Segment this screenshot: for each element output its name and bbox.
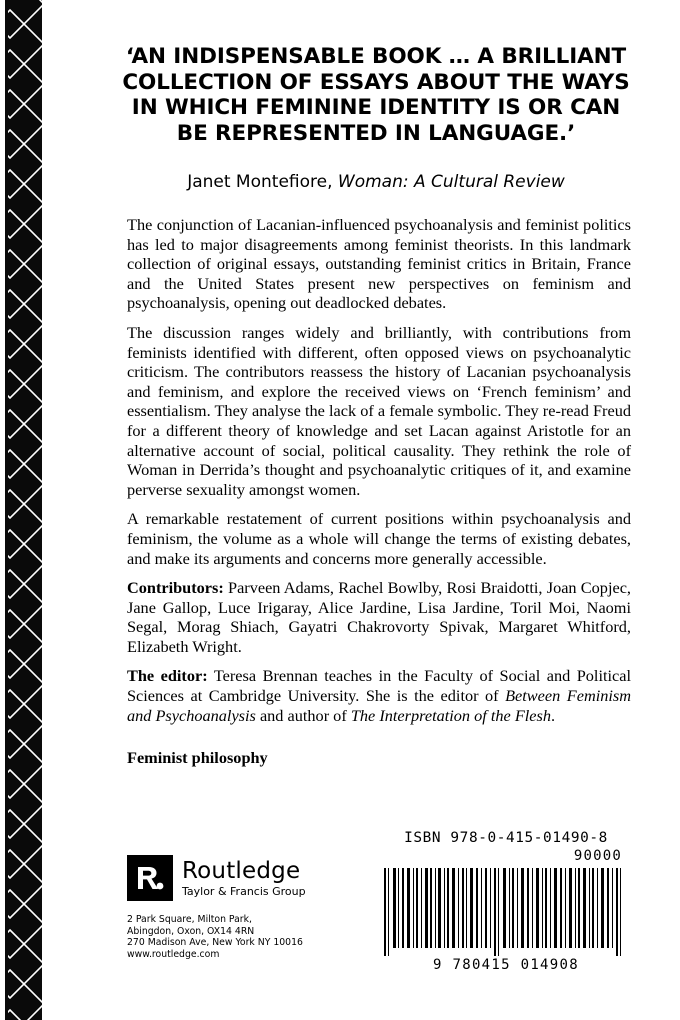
publisher-address	[127, 914, 377, 960]
publisher-tagline: Taylor & Francis Group	[182, 884, 306, 898]
contributors-label: Contributors:	[127, 578, 224, 598]
editor-text-1: Teresa Brennan teaches in the Faculty of Social and Political Sciences at Cambridge University. She is the editor of	[127, 666, 631, 706]
barcode-bars-icon	[380, 868, 632, 956]
review-publication: Woman: A Cultural Review	[337, 172, 565, 192]
editor-book-title-1: Between Feminism and Psychoanalysis	[127, 686, 631, 725]
ean-digits: 9 780415 014908	[433, 957, 579, 973]
isbn-label: ISBN 978-0-415-01490-8	[404, 830, 608, 846]
address-line: 270 Madison Ave, New York NY 10016	[127, 937, 303, 949]
publisher-website[interactable]: www.routledge.com	[127, 948, 220, 960]
publisher-logo-row	[127, 855, 377, 901]
publisher-name-block	[182, 859, 306, 898]
description-paragraph: The conjunction of Lacanian-influenced psychoanalysis and feminist politics has led to major disagreements among feminist theorists. In this landmark collection of original essays, outstanding feminist critics in Britain, France and the United States present new perspectives on feminism and psychoanalysis, opening out deadlocked debates.	[127, 215, 631, 313]
review-attribution	[122, 172, 630, 193]
publisher-name: Routledge	[182, 857, 301, 884]
contributors-list: Parveen Adams, Rachel Bowlby, Rosi Braidotti, Joan Copjec, Jane Gallop, Luce Irigaray, Alice Jardine, Lisa Jardine, Toril Moi, Naomi Segal, Morag Shiach, Gayatri Chakrovorty Spivak, Margaret Whitford, Elizabeth Wright.	[127, 578, 631, 656]
price-code: 90000	[573, 848, 622, 864]
editor-paragraph	[127, 666, 631, 725]
barcode-block	[380, 830, 632, 973]
address-line: Abingdon, Oxon, OX14 4RN	[127, 925, 255, 937]
routledge-logo-icon	[127, 855, 173, 901]
cover-edge-black	[5, 0, 8, 1020]
editor-text-2: and author of	[255, 705, 351, 725]
editor-book-title-2: The Interpretation of the Flesh	[350, 705, 551, 725]
subject-category: Feminist philosophy	[127, 748, 268, 767]
cover-content	[42, 0, 680, 1020]
contributors-paragraph	[127, 578, 631, 656]
description-body	[127, 215, 631, 735]
description-paragraph: The discussion ranges widely and brilliantly, with contributions from feminists identified with different, often opposed views on psychoanalytic criticism. The contributors reassess the history of Lacanian psychoanalysis and feminism, and explore the received views on ‘French feminism’ and essentialism. They analyse the lack of a female symbolic. They re-read Freud for a different theory of knowledge and set Lacan against Aristotle for an alternative account of social, political causality. They rethink the role of Woman in Derrida’s thought and psychoanalytic critiques of it, and examine perverse sexuality amongst women.	[127, 322, 631, 499]
publisher-block	[127, 855, 377, 960]
address-line: 2 Park Square, Milton Park,	[127, 914, 252, 925]
review-quote: ‘AN INDISPENSABLE BOOK … A BRILLIANT COLLECTION OF ESSAYS ABOUT THE WAYS IN WHICH FEMININE IDENTITY IS OR CAN BE REPRESENTED IN LANGUAGE.’	[122, 44, 630, 146]
editor-text-3: .	[551, 705, 556, 725]
spine-decoration	[0, 0, 42, 1020]
editor-label: The editor:	[127, 666, 208, 686]
review-author: Janet Montefiore,	[187, 172, 333, 192]
description-paragraph: A remarkable restatement of current positions within psychoanalysis and feminism, the volume as a whole will change the terms of existing debates, and make its arguments and concerns more generally accessible.	[127, 509, 631, 568]
